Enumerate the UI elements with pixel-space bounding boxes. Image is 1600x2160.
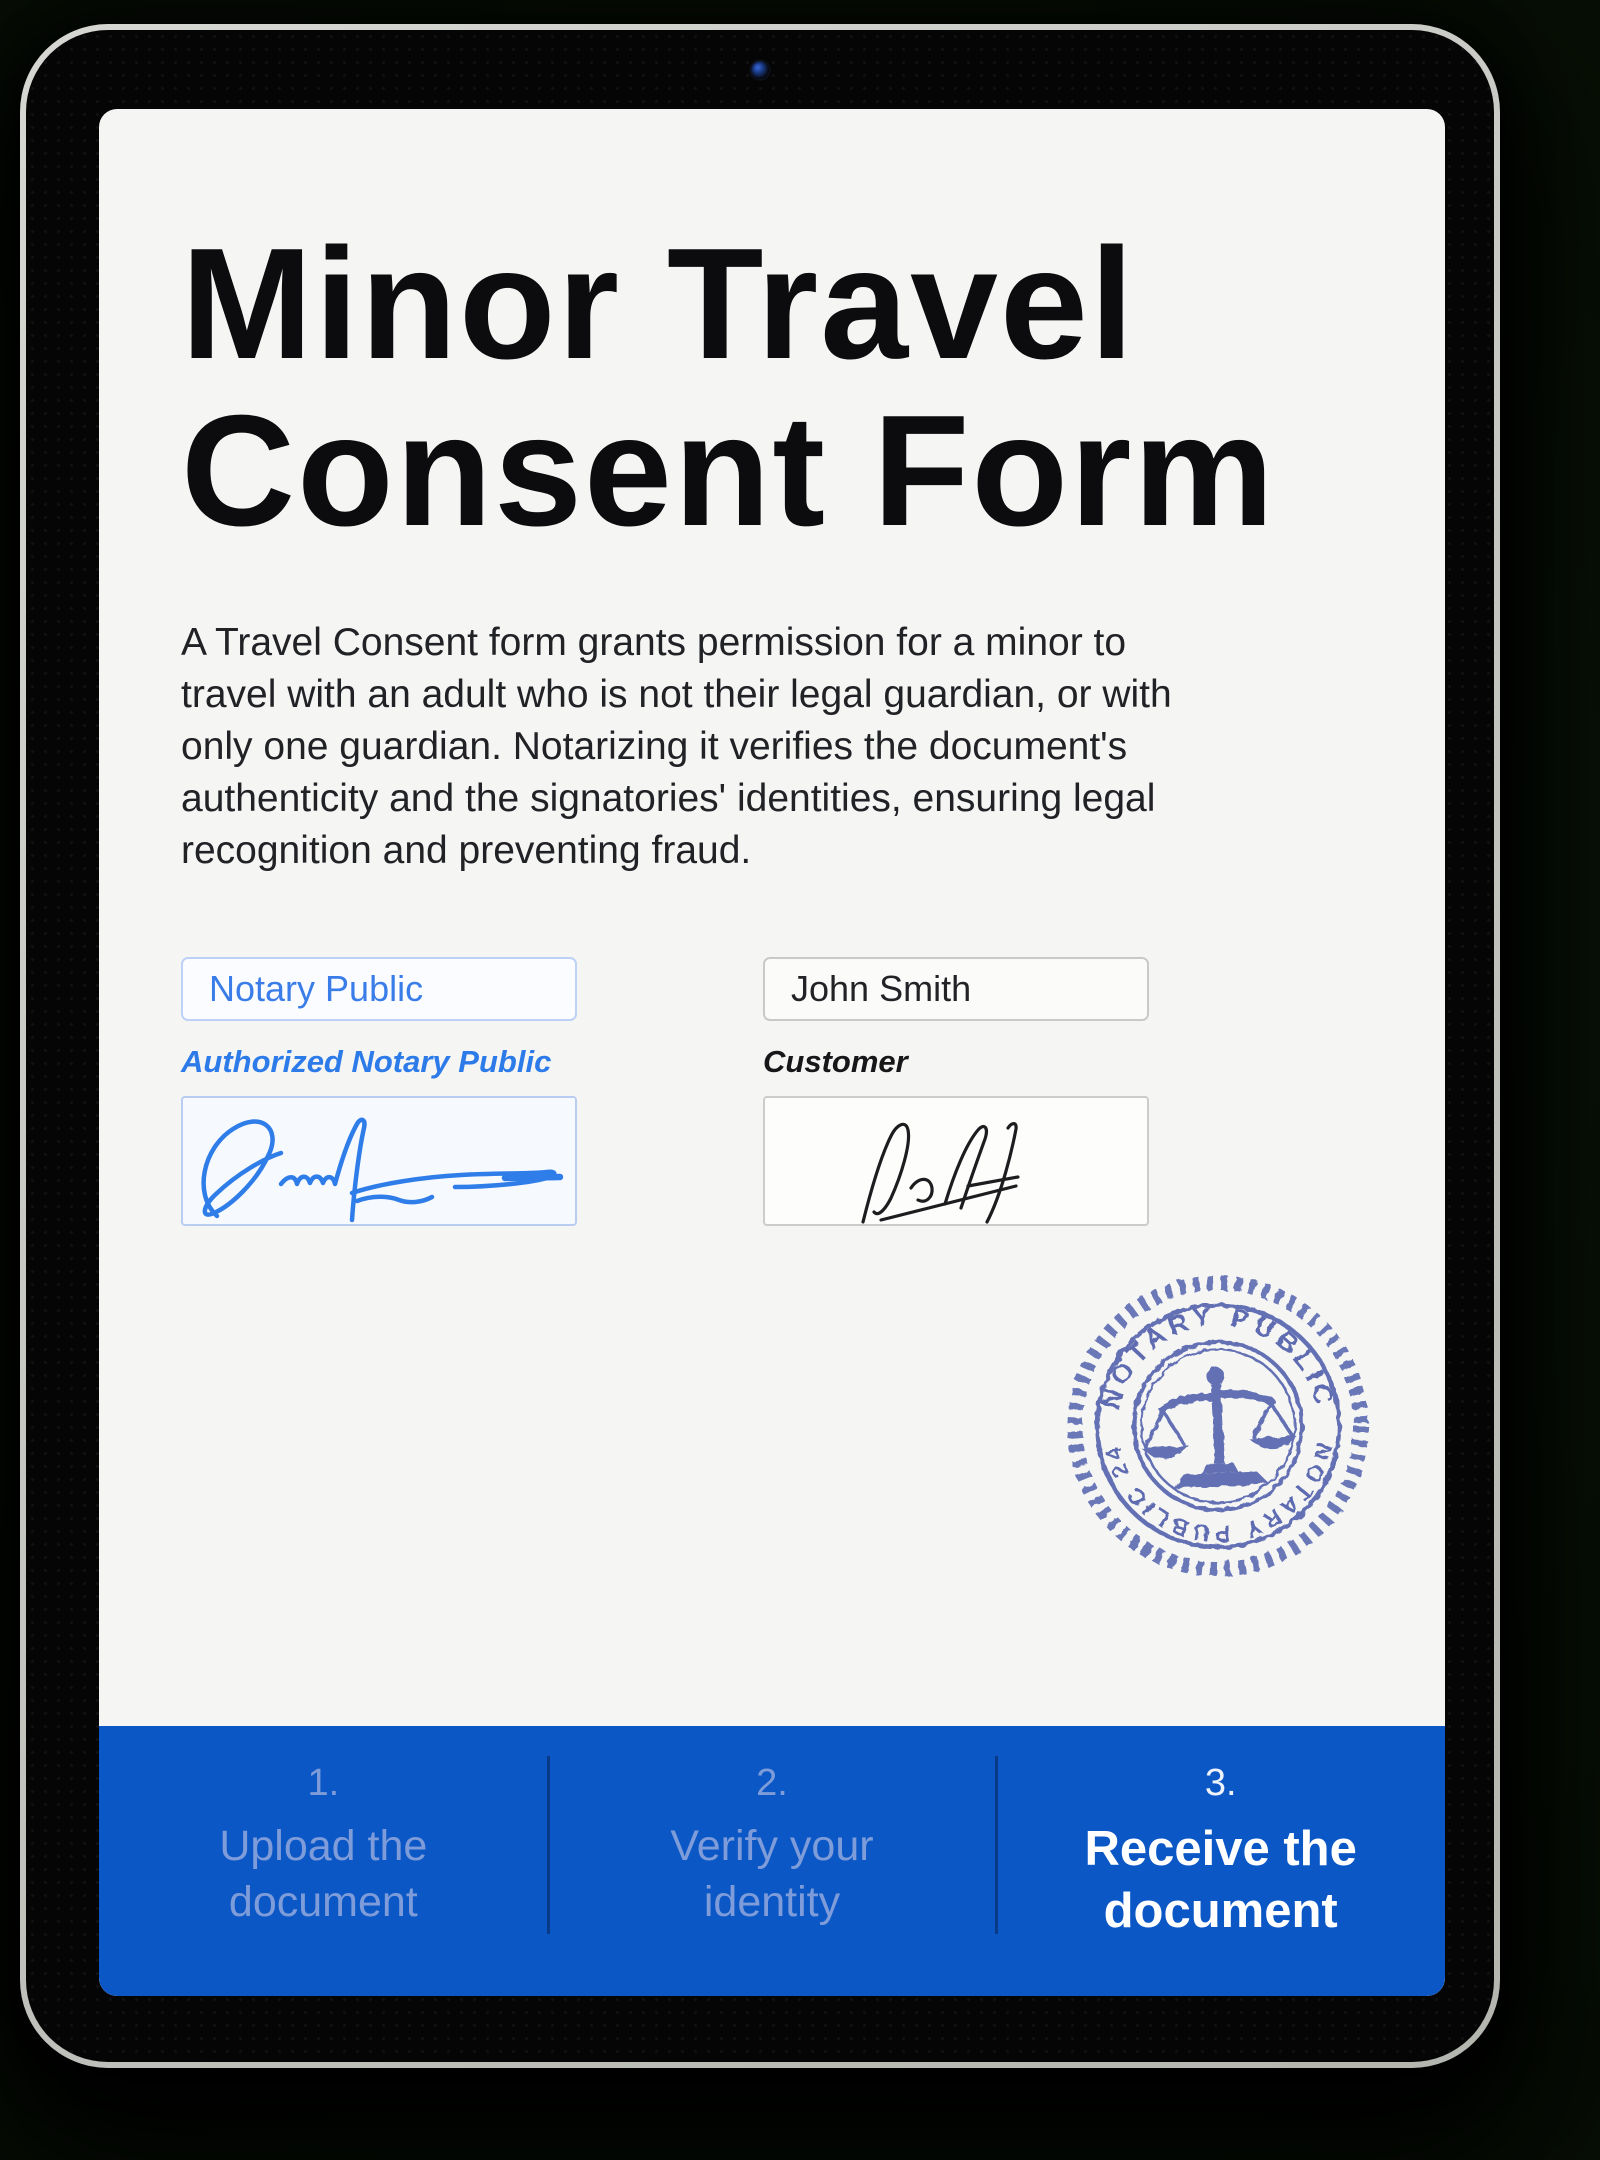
step-number: 1.	[307, 1762, 340, 1804]
notary-column	[181, 957, 577, 1226]
notary-field-label: Authorized Notary Public	[181, 1044, 552, 1079]
customer-field-label: Customer	[763, 1044, 908, 1079]
scales-of-justice-icon	[1137, 1363, 1299, 1490]
page-title-line-1: Minor Travel	[181, 216, 1136, 392]
customer-signature-icon	[765, 1098, 1147, 1224]
notary-stamp	[1066, 1274, 1370, 1578]
step-label: Upload the document	[219, 1822, 428, 1926]
customer-name-field[interactable]	[763, 957, 1149, 1021]
notary-name-value: Notary Public	[209, 968, 424, 1009]
notary-signature-box[interactable]	[181, 1096, 577, 1226]
step-number: 2.	[756, 1762, 788, 1804]
page-title-line-2: Consent Form	[181, 383, 1276, 559]
stamp-arc-top-text: NOTARY PUBLIC	[1095, 1301, 1341, 1413]
description-text: A Travel Consent form grants permission for a minor to travel with an adult who is not their legal guardian, or with only one guardian. Notarizing it verifies the document's authenticity and the signatories' identities, ensuring legal recognition and preventing fraud.	[181, 621, 1172, 872]
step-receive-document[interactable]	[996, 1726, 1445, 1996]
step-verify-identity[interactable]	[548, 1726, 997, 1996]
notary-name-field[interactable]	[181, 957, 577, 1021]
customer-column	[763, 957, 1149, 1226]
tablet-bezel	[26, 30, 1494, 2062]
consent-document	[99, 109, 1445, 1996]
step-label: Receive the document	[1084, 1822, 1357, 1938]
customer-name-value: John Smith	[791, 968, 972, 1009]
stamp-arc-bottom-text: NOTARY PUBLIC 24	[1098, 1440, 1338, 1548]
step-number: 3.	[1204, 1762, 1237, 1804]
progress-step-bar	[99, 1726, 1445, 1996]
step-upload-document[interactable]	[99, 1726, 548, 1996]
signer-fields	[181, 957, 1445, 1226]
page-title	[181, 216, 1445, 559]
tablet-frame	[20, 24, 1500, 2068]
step-label: Verify your identity	[670, 1822, 874, 1926]
customer-signature-box[interactable]	[763, 1096, 1149, 1226]
notary-signature-icon	[183, 1098, 575, 1224]
screen	[99, 109, 1445, 1996]
front-camera-icon	[751, 61, 769, 79]
